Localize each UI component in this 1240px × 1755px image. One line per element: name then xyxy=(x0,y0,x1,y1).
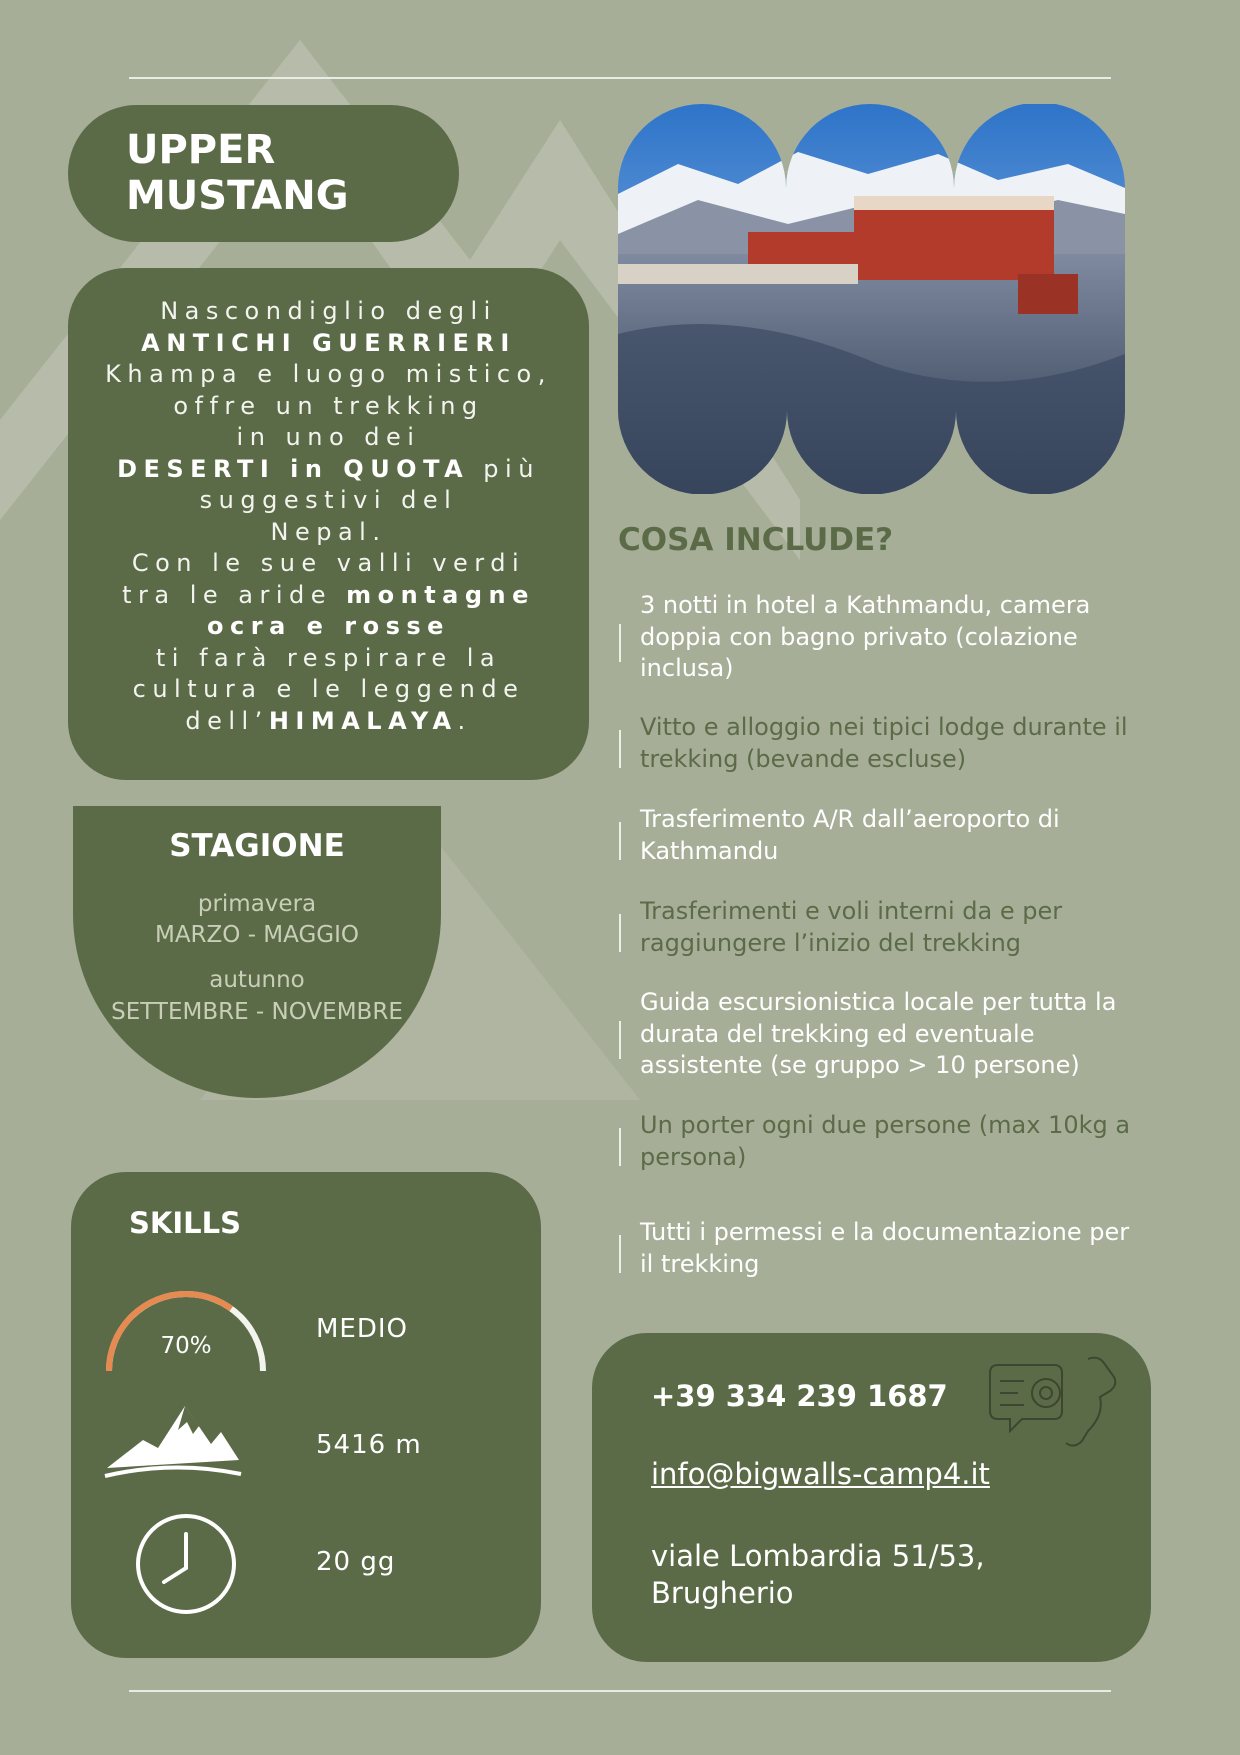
contact-card xyxy=(592,1333,1151,1662)
include-text: Guida escursionistica locale per tutta la durata del trekking ed eventuale assistente (se gruppo > 10 persone) xyxy=(640,988,1117,1079)
includes-heading: COSA INCLUDE? xyxy=(618,522,894,558)
gauge-percent: 70% xyxy=(160,1333,212,1359)
desc-line: Nascondiglio degli xyxy=(160,297,497,325)
item-bar xyxy=(619,822,621,860)
spring-months: MARZO - MAGGIO xyxy=(154,922,360,948)
title-line-1: UPPER xyxy=(126,127,276,173)
include-text: Trasferimento A/R dall’aeroporto di Kathmandu xyxy=(640,805,1060,865)
top-divider xyxy=(129,77,1111,79)
desc-line: suggestivi del xyxy=(199,486,458,514)
desc-line: cultura e le leggende xyxy=(132,675,525,703)
spring-label: primavera xyxy=(197,891,317,917)
desc-plain: dell’ xyxy=(185,706,269,735)
bottom-divider xyxy=(129,1690,1111,1692)
desc-line xyxy=(78,706,579,738)
desc-plain: più xyxy=(469,454,540,483)
address-line-1: viale Lombardia 51/53, xyxy=(651,1539,985,1573)
desc-bold: DESERTI in QUOTA xyxy=(117,454,470,483)
desc-line: in uno dei xyxy=(236,423,421,451)
include-text: Trasferimenti e voli interni da e per raggiungere l’inizio del trekking xyxy=(640,897,1063,957)
altitude-value: 5416 m xyxy=(316,1430,422,1460)
desc-plain: tra le aride xyxy=(122,580,347,609)
desc-line: Con le sue valli verdi xyxy=(131,549,526,577)
email-link[interactable]: info@bigwalls-camp4.it xyxy=(651,1457,990,1491)
item-bar xyxy=(619,624,621,662)
desc-line: Nepal. xyxy=(270,517,387,546)
mountain-icon xyxy=(103,1400,243,1480)
desc-line: ocra e rosse xyxy=(207,612,450,640)
desc-bold: montagne xyxy=(346,580,535,609)
season-heading: STAGIONE xyxy=(169,828,345,864)
desc-line xyxy=(78,454,579,486)
item-bar xyxy=(619,730,621,768)
include-text: 3 notti in hotel a Kathmandu, camera doppia con bagno privato (colazione inclusa) xyxy=(640,591,1091,682)
page-title xyxy=(126,127,349,219)
desc-plain: . xyxy=(457,706,472,735)
monastery-photo xyxy=(618,104,1125,494)
skills-card xyxy=(71,1172,541,1658)
description-card xyxy=(68,268,589,780)
desc-line: Khampa e luogo mistico, xyxy=(105,360,552,388)
include-text: Un porter ogni due persone (max 10kg a persona) xyxy=(640,1111,1131,1171)
item-bar xyxy=(619,1235,621,1273)
email-phone-icon xyxy=(988,1353,1122,1453)
desc-bold: HIMALAYA xyxy=(268,706,458,735)
title-badge xyxy=(68,105,459,242)
desc-line: ti farà respirare la xyxy=(155,643,502,672)
include-text: Vitto e alloggio nei tipici lodge durante il trekking (bevande escluse) xyxy=(640,713,1128,773)
address-line-2: Brugherio xyxy=(651,1576,794,1610)
skills-heading: SKILLS xyxy=(129,1206,241,1240)
desc-line: ANTICHI GUERRIERI xyxy=(141,328,516,357)
title-line-2: MUSTANG xyxy=(126,173,349,219)
gauge-icon xyxy=(101,1280,271,1380)
autumn-label: autunno xyxy=(209,967,305,993)
clock-icon xyxy=(134,1512,238,1616)
description-text xyxy=(78,296,579,737)
autumn-months: SETTEMBRE - NOVEMBRE xyxy=(111,999,403,1025)
item-bar xyxy=(619,1021,621,1059)
desc-line xyxy=(78,580,579,612)
phone-number[interactable]: +39 334 239 1687 xyxy=(651,1379,948,1413)
duration-value: 20 gg xyxy=(316,1547,396,1577)
difficulty-level: MEDIO xyxy=(316,1314,409,1344)
desc-line: offre un trekking xyxy=(173,391,484,420)
item-bar xyxy=(619,1128,621,1166)
item-bar xyxy=(619,914,621,952)
include-text: Tutti i permessi e la documentazione per il trekking xyxy=(640,1218,1130,1278)
